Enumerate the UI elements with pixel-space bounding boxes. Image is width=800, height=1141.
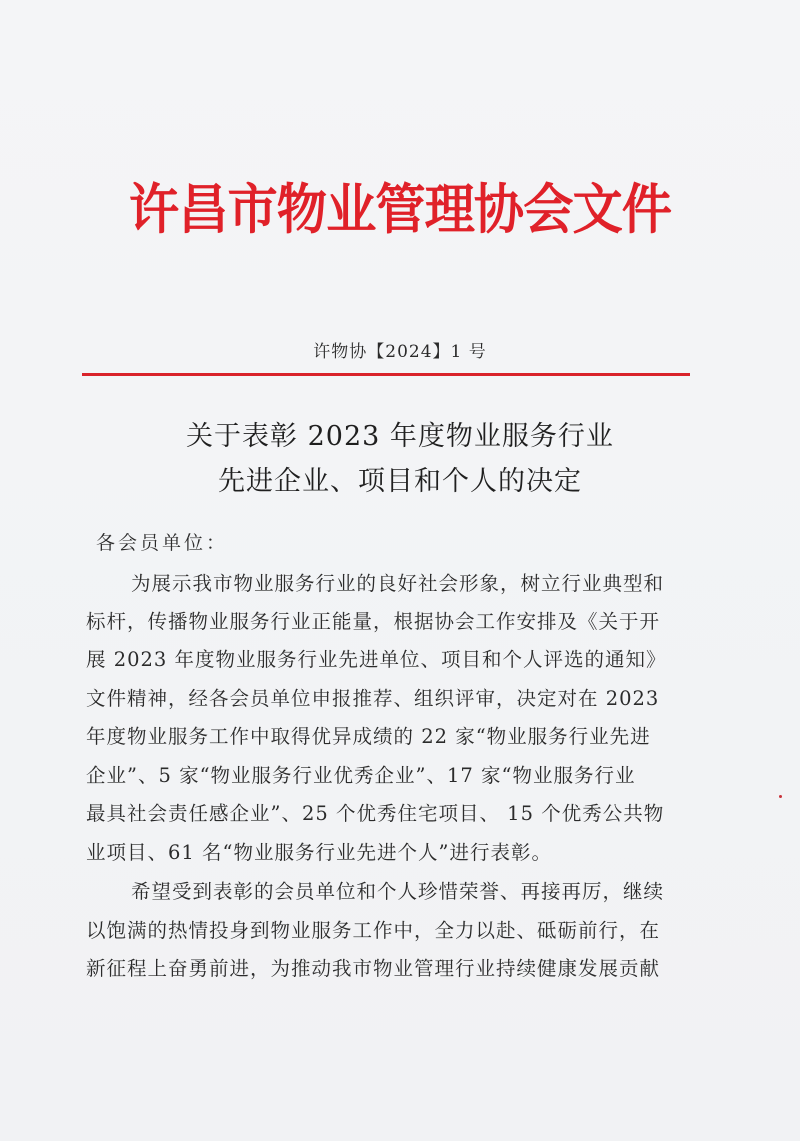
red-divider-line <box>82 373 690 376</box>
paragraph-1-line: 文件精神，经各会员单位申报推荐、组织评审，决定对在 2023 <box>86 687 660 710</box>
paragraph-1-line: 最具社会责任感企业”、25 个优秀住宅项目、 15 个优秀公共物 <box>86 802 665 825</box>
paragraph-1-line: 展 2023 年度物业服务行业先进单位、项目和个人评选的通知》 <box>86 648 667 671</box>
document-title-line-1: 关于表彰 2023 年度物业服务行业 <box>186 421 614 452</box>
paragraph-1-line: 年度物业服务工作中取得优异成绩的 22 家“物业服务行业先进 <box>86 725 651 748</box>
salutation: 各会员单位： <box>96 532 229 554</box>
paragraph-2-line: 新征程上奋勇前进，为推动我市物业管理行业持续健康发展贡献 <box>86 957 661 980</box>
document-title-line-2: 先进企业、项目和个人的决定 <box>218 466 582 497</box>
paragraph-1-line: 标杆，传播物业服务行业正能量，根据协会工作安排及《关于开 <box>86 610 661 633</box>
ink-speck <box>779 795 782 798</box>
organization-header: 许昌市物业管理协会文件 <box>128 178 672 241</box>
paragraph-1-line: 企业”、5 家“物业服务行业优秀企业”、17 家“物业服务行业 <box>86 764 636 787</box>
paragraph-2-line: 希望受到表彰的会员单位和个人珍惜荣誉、再接再厉，继续 <box>131 880 665 903</box>
paragraph-1-line: 业项目、61 名“物业服务行业先进个人”进行表彰。 <box>86 841 552 864</box>
document-number: 许物协【2024】1 号 <box>313 342 487 362</box>
paragraph-2-line: 以饱满的热情投身到物业服务工作中，全力以赴、砥砺前行，在 <box>86 919 661 942</box>
paragraph-1-line: 为展示我市物业服务行业的良好社会形象，树立行业典型和 <box>131 572 665 595</box>
